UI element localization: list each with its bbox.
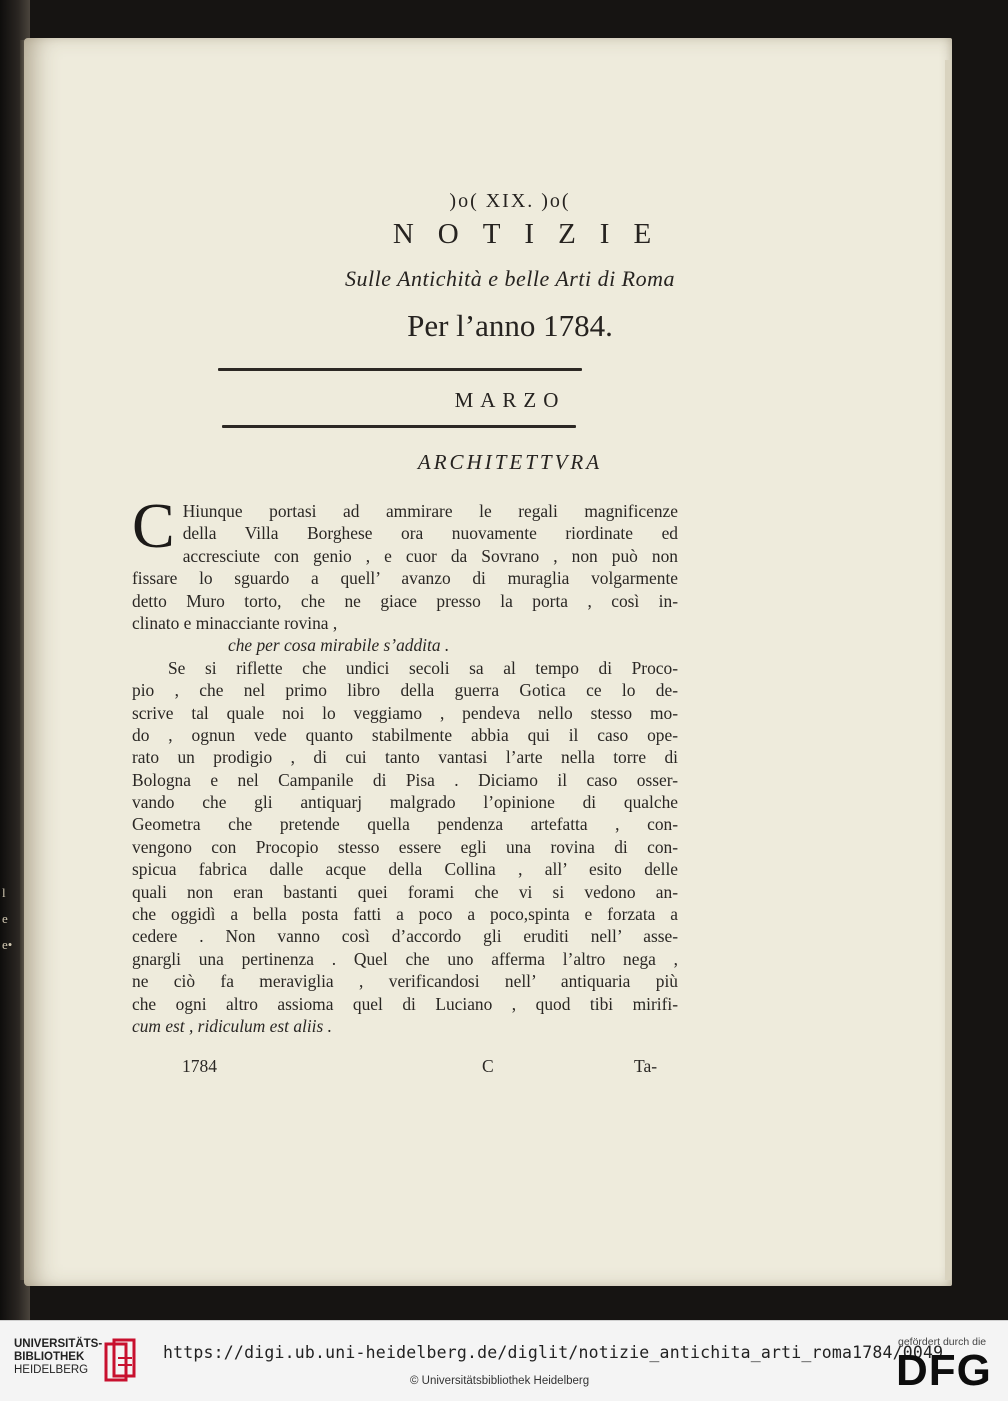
- previous-page-fragment: e: [2, 911, 8, 926]
- year-line: Per l’anno 1784.: [407, 308, 613, 343]
- text-line: ne ciò fa meraviglia , verificandosi nell’ antiquaria più: [132, 971, 678, 992]
- section-heading: ARCHITETTVRA: [417, 450, 603, 474]
- text-line: cum est , ridiculum est aliis .: [132, 1015, 332, 1036]
- text-line: quali non eran bastanti quei forami che vi si vedono an-: [132, 881, 678, 902]
- text-line: Se si riflette che undici secoli sa al tempo di Proco-: [168, 657, 678, 678]
- text-line: pio , che nel primo libro della guerra Gotica ce lo de-: [132, 680, 678, 701]
- text-line: scrive tal quale noi lo veggiamo , pendeva nello stesso mo-: [132, 702, 678, 723]
- copyright-notice: © Universitätsbibliothek Heidelberg: [410, 1375, 590, 1387]
- text-line: cedere . Non vanno così d’accordo gli eruditi nell’ asse-: [132, 926, 678, 947]
- quoted-line: che per cosa mirabile s’addita .: [228, 635, 450, 656]
- signature-mark: C: [482, 1056, 494, 1076]
- text-line: Geometra che pretende quella pendenza artefatta , con-: [132, 814, 678, 835]
- previous-page-text: [2, 880, 16, 958]
- text-line: che ogni altro assioma quel di Luciano , quod tibi mirifi-: [132, 993, 678, 1014]
- article-body: [132, 490, 678, 1037]
- library-name-line2: BIBLIOTHEK: [14, 1351, 85, 1363]
- page-edge: [945, 60, 951, 1280]
- library-name-line1: UNIVERSITÄTS-: [14, 1338, 103, 1350]
- text-line: Hiunque portasi ad ammirare le regali magnificenze: [182, 501, 678, 521]
- divider-rule: [218, 368, 582, 371]
- funding-note: gefördert durch die: [898, 1336, 987, 1348]
- text-line: rato un prodigio , di cui tanto vantasi l’arte nella torre di: [132, 747, 678, 768]
- dfg-logo[interactable]: DFG: [896, 1346, 992, 1395]
- subtitle: Sulle Antichità e belle Arti di Roma: [344, 266, 676, 291]
- footer-year: 1784: [182, 1056, 217, 1076]
- permalink-url[interactable]: https://digi.ub.uni-heidelberg.de/diglit/notizie_antichita_arti_roma1784/0049: [163, 1343, 944, 1362]
- text-line: accresciute con genio , e cuor da Sovrano , non può non: [182, 545, 678, 566]
- page-title: NOTIZIE: [392, 218, 676, 250]
- text-line: Bologna e nel Campanile di Pisa . Diciamo il caso osser-: [132, 769, 678, 790]
- previous-page-fragment: l: [2, 885, 6, 900]
- text-line: detto Muro torto, che ne giace presso la porta , così in-: [132, 590, 678, 611]
- month-heading: MARZO: [454, 388, 566, 412]
- previous-page-fragment: e•: [2, 937, 13, 952]
- catchword: Ta-: [634, 1056, 658, 1076]
- library-logo[interactable]: [14, 1338, 114, 1377]
- text-line: do , ognun vede quanto stabilmente abbia qui il caso ope-: [132, 724, 678, 745]
- text-line: che oggidì a bella posta fatti a poco a poco,spinta e forzata a: [132, 904, 678, 925]
- library-emblem-icon: [104, 1338, 138, 1384]
- text-line: spicua fabrica dalle acque della Collina , all’ esito delle: [132, 859, 678, 880]
- text-line: clinato e minacciante rovina ,: [132, 612, 338, 633]
- header-number: )o( XIX. )o(: [449, 190, 571, 212]
- library-city: HEIDELBERG: [14, 1364, 89, 1376]
- drop-cap: C: [132, 490, 175, 561]
- divider-rule: [222, 425, 576, 428]
- text-line: vando che gli antiquarj malgrado l’opinione di qualche: [132, 792, 678, 813]
- text-line: gnargli una pertinenza . Quel che uno afferma l’altro nega ,: [132, 948, 678, 969]
- text-line: della Villa Borghese ora nuovamente riordinate ed: [182, 523, 678, 544]
- text-line: fissare lo sguardo a quell’ avanzo di muraglia volgarmente: [132, 568, 678, 589]
- text-line: vengono con Procopio stesso essere egli una rovina di con-: [132, 836, 678, 857]
